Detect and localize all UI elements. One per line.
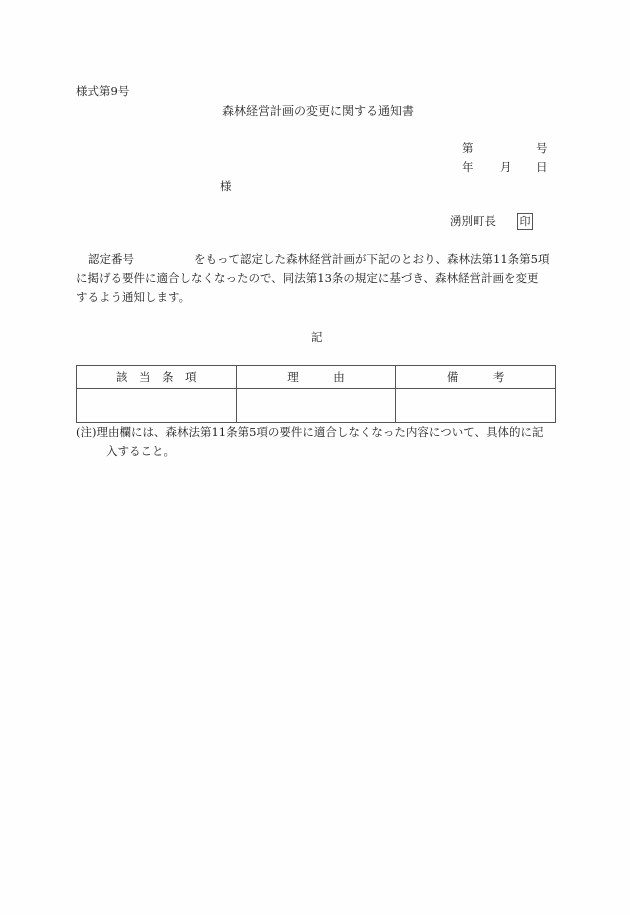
cell-remarks [396,389,556,423]
document-title: 森林経営計画の変更に関する通知書 [222,104,415,118]
document-number-suffix: 号 [536,141,548,155]
issuer-name: 湧別町長 [450,214,496,228]
table-row [77,389,556,423]
table-header-row [77,366,556,389]
cell-reason [236,389,396,423]
date-month-label: 月 [500,160,512,174]
addressee-honorific: 様 [220,179,232,193]
form-number: 様式第9号 [76,84,130,98]
ki-heading: 記 [311,330,323,344]
body-line-1: 認定番号 をもって認定した森林経営計画が下記のとおり、森林法第11条第5項 [76,250,558,269]
footnote-line-1: (注)理由欄には、森林法第11条第5項の要件に適合しなくなった内容について、具体的に記 [76,425,544,439]
header-reason: 理 由 [236,366,396,389]
footnote [76,423,543,461]
details-table [76,365,556,423]
certification-number-label: 認定番号 [88,252,134,266]
date-year-label: 年 [462,160,474,174]
cell-applicable-clause [77,389,237,423]
footnote-line-2: 入すること。 [106,444,175,458]
date-day-label: 日 [536,160,548,174]
body-line-2: に掲げる要件に適合しなくなったので、同法第13条の規定に基づき、森林経営計画を変更 [76,271,539,285]
header-applicable-clause: 該 当 条 項 [77,366,237,389]
body-line-3: するよう通知します。 [76,290,191,304]
notice-body [76,250,558,307]
document-number-prefix: 第 [462,141,474,155]
seal-mark: 印 [517,213,533,230]
header-remarks: 備 考 [396,366,556,389]
